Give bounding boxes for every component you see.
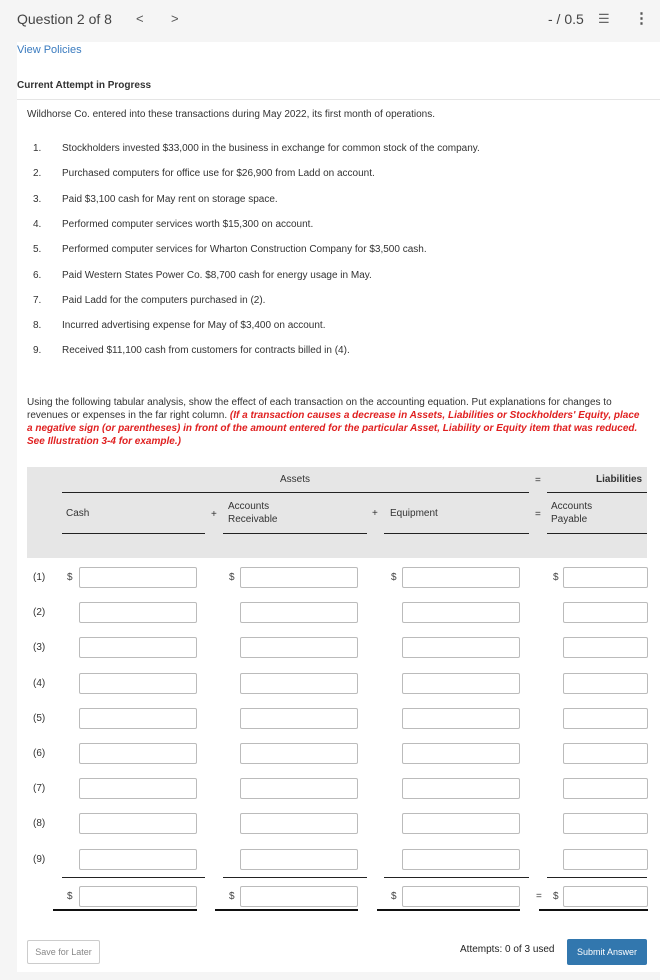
equipment-input[interactable] [402, 778, 520, 799]
assets-rule [62, 492, 529, 493]
dollar-sign: $ [229, 891, 235, 902]
attempts-counter: Attempts: 0 of 3 used [460, 944, 555, 955]
save-for-later-button[interactable]: Save for Later [27, 940, 100, 964]
dollar-sign: $ [67, 891, 73, 902]
cash-input[interactable] [79, 849, 197, 870]
instructions-note: (If a transaction causes a decrease in Assets, Liabilities or Stockholders' Equity, place a negative sign (or parentheses) in front of the amount entered for the particular Asset, Liability or Equity item that was reduced. See Illustration 3-4 for example.) [27, 410, 640, 447]
transaction-number: 6. [33, 269, 42, 281]
transaction-text: Performed computer services for Wharton Construction Company for $3,500 cash. [62, 244, 427, 256]
accounts-receivable-input[interactable] [240, 813, 358, 834]
row-label: (9) [33, 853, 46, 865]
divider [17, 99, 660, 100]
equipment-input[interactable] [402, 637, 520, 658]
equipment-input[interactable] [402, 567, 520, 588]
ar-rule [223, 533, 367, 534]
liabilities-heading: Liabilities [596, 474, 643, 485]
transaction-number: 8. [33, 320, 42, 332]
transaction-text: Paid Western States Power Co. $8,700 cash for energy usage in May. [62, 269, 372, 281]
cash-input[interactable] [79, 708, 197, 729]
equals-sign: = [535, 475, 541, 486]
accounts-receivable-input[interactable] [240, 743, 358, 764]
instructions [27, 396, 647, 448]
transaction-number: 7. [33, 294, 42, 306]
accounts-receivable-input[interactable] [240, 673, 358, 694]
list-icon[interactable]: ☰ [598, 11, 610, 26]
cash-input[interactable] [79, 567, 197, 588]
row-label: (1) [33, 572, 46, 583]
accounts-receivable-heading [228, 500, 277, 526]
accounts-payable-input[interactable] [563, 849, 648, 870]
accounts-payable-input[interactable] [563, 708, 648, 729]
equals-sign: = [535, 509, 541, 520]
transaction-number: 3. [33, 193, 42, 205]
accounts-payable-input[interactable] [563, 637, 648, 658]
accounts-payable-heading [551, 500, 592, 526]
cash-input[interactable] [79, 602, 197, 623]
cash-input[interactable] [79, 743, 197, 764]
previous-question-button[interactable]: < [136, 11, 144, 26]
equipment-input[interactable] [402, 673, 520, 694]
cash-input[interactable] [79, 813, 197, 834]
transaction-text: Incurred advertising expense for May of $3,400 on account. [62, 320, 326, 332]
dollar-sign: $ [67, 572, 73, 583]
equipment-input[interactable] [402, 849, 520, 870]
subtotal-rule [223, 877, 367, 878]
ap-line1: Accounts [551, 501, 593, 512]
question-counter: Question 2 of 8 [17, 11, 112, 27]
view-policies-link[interactable]: View Policies [17, 44, 82, 56]
assets-heading: Assets [280, 474, 311, 485]
dollar-sign: $ [391, 572, 397, 583]
accounts-payable-input[interactable] [563, 602, 648, 623]
equipment-input[interactable] [402, 602, 520, 623]
accounts-payable-input[interactable] [563, 567, 648, 588]
equipment-heading: Equipment [390, 508, 438, 519]
ar-line2: Receivable [228, 514, 278, 525]
cash-input[interactable] [79, 637, 197, 658]
equals-sign: = [536, 891, 542, 902]
cash-total-input[interactable] [79, 886, 197, 907]
accounts-payable-input[interactable] [563, 673, 648, 694]
ap-line2: Payable [551, 514, 588, 525]
cash-heading: Cash [66, 508, 90, 519]
accounts-payable-input[interactable] [563, 778, 648, 799]
ar-line1: Accounts [228, 501, 270, 512]
accounts-receivable-input[interactable] [240, 567, 358, 588]
instructions-text: Using the following tabular analysis, show the effect of each transaction on the accounting equation. Put explanations for changes to revenues or expenses in the far right column. [27, 397, 612, 421]
transaction-text: Paid $3,100 cash for May rent on storage space. [62, 193, 278, 205]
subtotal-rule [62, 877, 205, 878]
accounts-receivable-input[interactable] [240, 849, 358, 870]
more-vertical-icon[interactable]: ⋮ [634, 10, 649, 27]
liabilities-rule [547, 492, 647, 493]
transaction-number: 1. [33, 143, 42, 154]
row-label: (7) [33, 783, 46, 795]
transaction-text: Purchased computers for office use for $26,900 from Ladd on account. [62, 168, 375, 180]
subtotal-rule [384, 877, 529, 878]
accounts-payable-total-input[interactable] [563, 886, 648, 907]
dollar-sign: $ [553, 572, 559, 583]
accounts-payable-input[interactable] [563, 813, 648, 834]
equipment-input[interactable] [402, 813, 520, 834]
transaction-number: 4. [33, 218, 42, 230]
plus-sign: + [372, 508, 378, 519]
transaction-number: 5. [33, 244, 42, 256]
accounts-receivable-input[interactable] [240, 778, 358, 799]
subtotal-rule [547, 877, 647, 878]
dollar-sign: $ [553, 891, 559, 902]
transaction-text: Paid Ladd for the computers purchased in (2). [62, 294, 266, 306]
score: - / 0.5 [548, 11, 584, 27]
accounts-receivable-input[interactable] [240, 708, 358, 729]
transaction-text: Received $11,100 cash from customers for contracts billed in (4). [62, 345, 350, 357]
transaction-number: 2. [33, 168, 42, 180]
row-label: (5) [33, 712, 46, 724]
row-label: (4) [33, 677, 46, 689]
dollar-sign: $ [229, 572, 235, 583]
accounts-receivable-input[interactable] [240, 602, 358, 623]
cash-input[interactable] [79, 778, 197, 799]
row-label: (3) [33, 642, 46, 654]
plus-sign: + [211, 509, 217, 520]
transaction-text: Stockholders invested $33,000 in the business in exchange for common stock of the company. [62, 143, 480, 154]
intro-text: Wildhorse Co. entered into these transactions during May 2022, its first month of operations. [27, 109, 435, 120]
total-double-rule [377, 909, 520, 911]
total-double-rule [53, 909, 197, 911]
accounts-receivable-total-input[interactable] [240, 886, 358, 907]
cash-input[interactable] [79, 673, 197, 694]
row-label: (8) [33, 818, 46, 830]
row-label: (6) [33, 748, 46, 759]
total-double-rule [215, 909, 358, 911]
next-question-button[interactable]: > [171, 11, 179, 26]
transaction-number: 9. [33, 345, 42, 357]
transaction-text: Performed computer services worth $15,300 on account. [62, 218, 314, 230]
accounts-payable-input[interactable] [563, 743, 648, 764]
dollar-sign: $ [391, 891, 397, 902]
equipment-total-input[interactable] [402, 886, 520, 907]
cash-rule [62, 533, 205, 534]
row-label: (2) [33, 607, 46, 619]
equipment-input[interactable] [402, 708, 520, 729]
ap-rule [547, 533, 647, 534]
equipment-input[interactable] [402, 743, 520, 764]
attempt-status: Current Attempt in Progress [17, 80, 152, 91]
equipment-rule [384, 533, 529, 534]
accounts-receivable-input[interactable] [240, 637, 358, 658]
submit-answer-button[interactable]: Submit Answer [567, 939, 647, 965]
total-double-rule [539, 909, 648, 911]
